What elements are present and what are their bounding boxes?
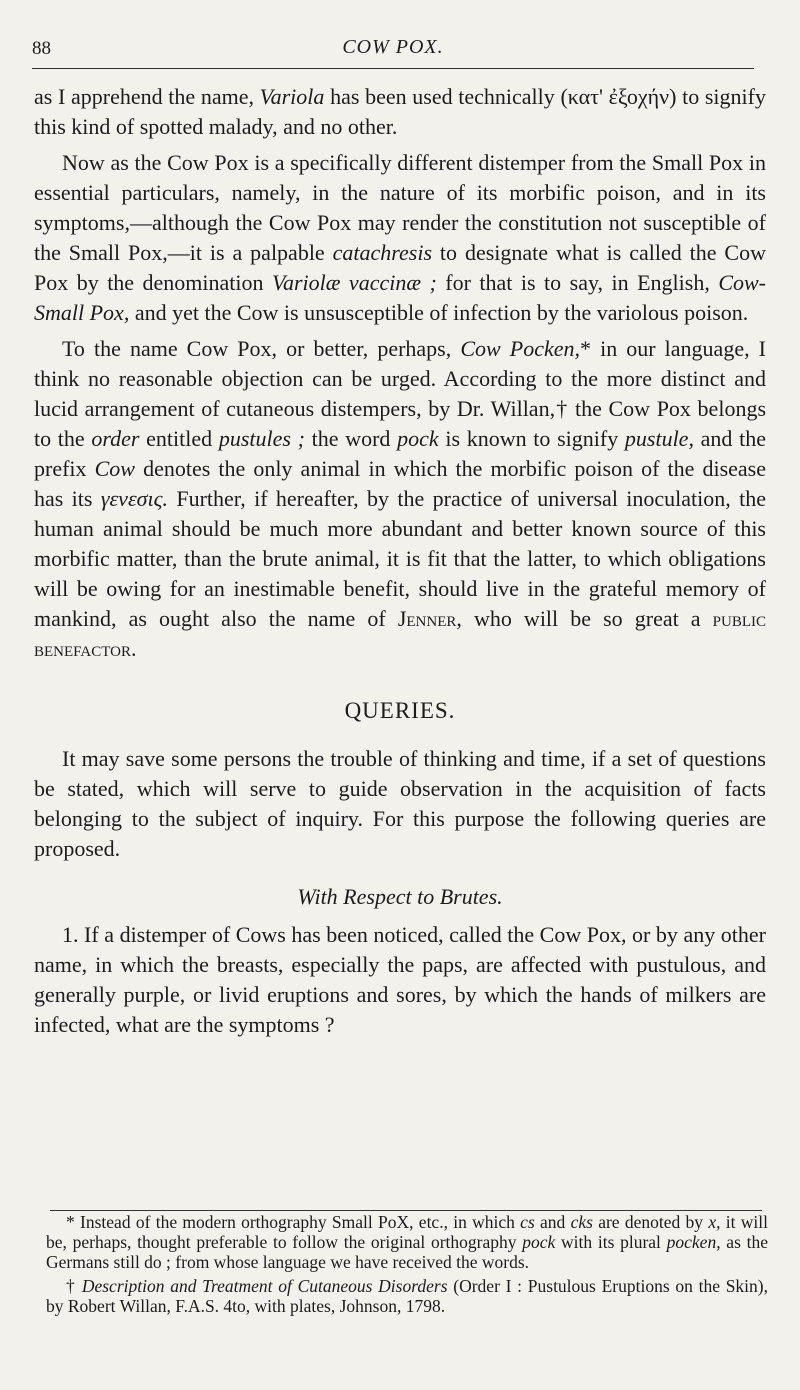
query-1: 1. If a distemper of Cows has been noticed, called the Cow Pox, or by any other name, in which the breasts, especially the paps, are affected with pustulous, and generally purple, or livid eruptions and sores, by which the hands of milkers are infected, what are the symptoms ? [34, 922, 766, 1037]
paragraph-2 [34, 148, 766, 328]
text-run: who will be so great a [461, 606, 713, 631]
italic-term: x, [708, 1212, 721, 1232]
italic-title: Description and Treatment of Cutaneous Disorders [81, 1276, 448, 1296]
subheading: With Respect to Brutes. [297, 884, 503, 909]
italic-term: pock [522, 1232, 556, 1252]
italic-term: catachresis [332, 240, 433, 265]
text-run: and yet the Cow is unsusceptible of infection by the variolous poison. [129, 300, 749, 325]
italic-term: Cow [94, 456, 135, 481]
text-run: as the Germans still do ; from whose language we have received the words. [46, 1232, 768, 1272]
paragraph-4: It may save some persons the trouble of thinking and time, if a set of questions be stated, which will serve to guide observation in the acquisition of facts belonging to the subject of inquiry. For this purpose the following queries are proposed. [34, 746, 766, 861]
text-run: as I apprehend the name, [34, 84, 260, 109]
text-run: the word [304, 426, 398, 451]
header-rule [32, 68, 754, 69]
text-run: it will be, perhaps, thought preferable to follow the original orthography [46, 1212, 768, 1252]
text-run: is known to signify [438, 426, 625, 451]
text-run: Further, if hereafter, by the practice of universal inoculation, the human animal should be much more abundant and better known source of this morbific matter, than the brute animal, it is fit that the latter, to which obligations will be owing for an inestimable benefit, should live in the grateful memory of mankind, as ought also the name of [34, 486, 766, 631]
text-run: with its plural [555, 1232, 667, 1252]
italic-term: pocken, [666, 1232, 721, 1252]
italic-term: Variola [259, 84, 325, 109]
footnote-2 [46, 1276, 768, 1316]
running-head: COW POX. [342, 36, 444, 58]
text-run: has been used technically (κατ' ἐξοχήν) to signify this kind of spotted malady, and no other. [34, 84, 766, 139]
paragraph-1 [34, 82, 766, 142]
text-run: To the name Cow Pox, or better, perhaps, [62, 336, 461, 361]
section-title: QUERIES. [344, 698, 456, 723]
text-run: denotes the only animal in which the morbific poison of the disease has its [34, 456, 766, 511]
text-run: (Order I : Pustulous Eruptions on the Skin), by Robert Willan, F.A.S. 4to, with plates, Johnson, 1798. [46, 1276, 768, 1316]
italic-term: cks [570, 1212, 593, 1232]
text-run: and the prefix [34, 426, 766, 481]
text-run: to designate what is called the Cow Pox by the denomination [34, 240, 766, 295]
text-run: † [66, 1276, 82, 1296]
footnote-rule [50, 1210, 762, 1211]
small-caps-term: public benefactor. [34, 606, 766, 661]
page-number: 88 [32, 38, 51, 59]
text-run: * Instead of the modern orthography Small PoX, etc., in which [66, 1212, 521, 1232]
italic-term: pustule, [624, 426, 694, 451]
italic-term: pock [397, 426, 439, 451]
text-run: Now as the Cow Pox is a specifically different distemper from the Small Pox in essential particulars, namely, in the nature of its morbific poison, and in its symptoms,—although the Cow Pox may render the constitution not susceptible of the Small Pox,—it is a palpable [34, 150, 766, 265]
footnote-1 [46, 1212, 768, 1272]
italic-term: Cow Pocken, [460, 336, 580, 361]
text-run: entitled [139, 426, 219, 451]
text-run: for that is to say, in English, [436, 270, 719, 295]
footnotes [46, 1212, 768, 1320]
italic-term: Cow-Small Pox, [34, 270, 766, 325]
italic-term: cs [520, 1212, 535, 1232]
italic-term: Variolæ vaccinæ ; [272, 270, 437, 295]
text-run: * in our language, I think no reasonable objection can be urged. According to the more distinct and lucid arrangement of cutaneous distempers, by Dr. Willan,† the Cow Pox belongs to the [34, 336, 766, 451]
greek-term: γενεσις. [100, 486, 169, 511]
small-caps-name: Jenner, [397, 606, 462, 631]
italic-term: order [91, 426, 140, 451]
body-text [34, 82, 766, 1046]
italic-term: pustules ; [218, 426, 305, 451]
paragraph-3 [34, 334, 766, 664]
page-header [32, 32, 754, 72]
text-run: and [534, 1212, 571, 1232]
text-run: are denoted by [592, 1212, 709, 1232]
